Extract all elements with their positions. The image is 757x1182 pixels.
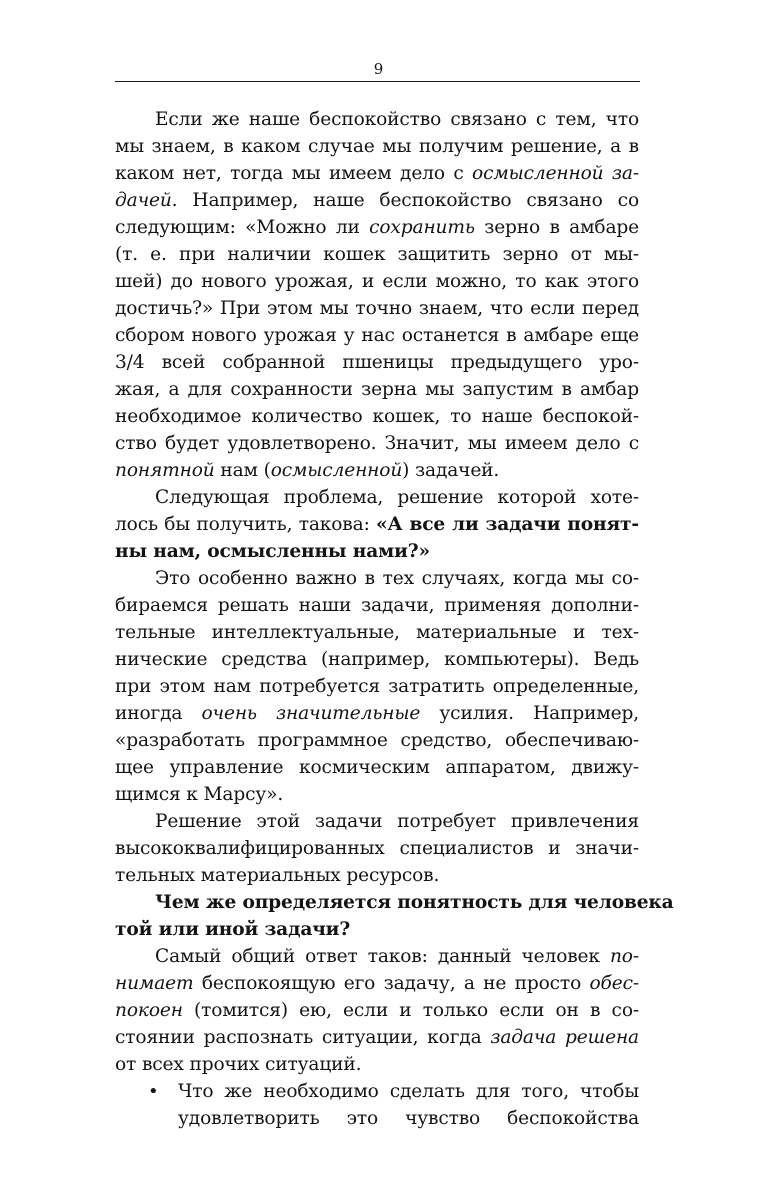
text-line: Чем же определяется понятность для человека [155, 892, 674, 913]
section-heading [115, 889, 674, 943]
text-line: достичь?» При этом мы точно знаем, что если перед [115, 298, 639, 319]
italic-run: задача решена [490, 1027, 639, 1048]
italic-run: дачей [115, 190, 172, 211]
text-run: . Например, наше беспокойство связано со [171, 190, 639, 211]
text-line [115, 943, 639, 970]
text-line: Это особенно важно в тех случаях, когда мы со- [155, 568, 639, 589]
bold-run: «А все ли задачи понят- [376, 514, 639, 535]
text-line [115, 187, 639, 214]
bullet-icon: • [148, 1081, 159, 1102]
text-line [115, 997, 639, 1024]
italic-run: сохранить [369, 217, 475, 238]
text-line: мы знаем, в каком случае мы получим решение, а в [115, 136, 639, 157]
text-line: от всех прочих ситуаций. [115, 1054, 362, 1075]
paragraph-2 [115, 484, 639, 565]
text-line [115, 511, 639, 538]
text-line: бираемся решать наши задачи, применяя дополни- [115, 595, 639, 616]
text-line: той или иной задачи? [115, 919, 351, 940]
text-run: нам ( [214, 460, 271, 481]
italic-run: понятной [115, 460, 215, 481]
text-run: лось бы получить, такова: [115, 514, 377, 535]
text-line [115, 1078, 639, 1105]
text-line [115, 1024, 639, 1051]
text-run: стоянии распознать ситуации, когда [115, 1027, 491, 1048]
text-line: Решение этой задачи потребует привлечения [155, 811, 639, 832]
paragraph-4 [115, 808, 639, 889]
text-line: (т. е. при наличии кошек защитить зерно от мы- [115, 244, 639, 265]
paragraph-3 [115, 565, 639, 808]
text-line [115, 160, 639, 187]
italic-run: по- [609, 946, 639, 967]
text-run: беспокоящую его задачу, а не просто [193, 973, 590, 994]
text-run: усилия. Например, [420, 703, 639, 724]
italic-run: нимает [115, 973, 194, 994]
text-line: Следующая проблема, решение которой хоте- [155, 487, 639, 508]
header-rule [115, 81, 640, 82]
text-line: «разработать программное средство, обеспечиваю- [115, 730, 639, 751]
text-line: при этом нам потребуется затратить определенные, [115, 676, 639, 697]
text-run: (томится) ею, если и только если он в со- [182, 1000, 639, 1021]
text-line: сбором нового урожая у нас останется в амбаре еще [115, 325, 639, 346]
text-run: ) задачей. [402, 460, 500, 481]
text-line: ство будет удовлетворено. Значит, мы имеем дело с [115, 433, 639, 454]
text-line [115, 457, 639, 484]
text-line: ны нам, осмысленны нами?» [115, 541, 430, 562]
text-run: Самый общий ответ таков: данный человек [155, 946, 610, 967]
text-line: шей) до нового урожая, и если можно, то как этого [115, 271, 639, 292]
bullet-item [115, 1078, 639, 1132]
text-line: тельные интеллектуальные, материальные и тех- [115, 622, 639, 643]
text-line: удовлетворить это чувство беспокойства [178, 1108, 639, 1129]
text-line: тельных материальных ресурсов. [115, 865, 440, 886]
italic-run: очень значительные [201, 703, 421, 724]
italic-run: осмысленной [270, 460, 403, 481]
page-number: 9 [373, 60, 384, 78]
text-line: 3/4 всей собранной пшеницы предыдущего уро- [115, 352, 639, 373]
text-line: щимся к Марсу». [115, 784, 284, 805]
body-text [115, 106, 674, 1132]
text-line [115, 214, 639, 241]
italic-run: осмысленной за- [472, 163, 639, 184]
text-line: жая, а для сохранности зерна мы запустим в амбар [115, 379, 639, 400]
text-line: высококвалифицированных специалистов и значи- [115, 838, 639, 859]
text-line: необходимое количество кошек, то наше беспокой- [115, 406, 639, 427]
italic-run: покоен [115, 1000, 183, 1021]
text-line: Если же наше беспокойство связано с тем, что [155, 109, 639, 130]
paragraph-5 [115, 943, 639, 1078]
text-run: иногда [115, 703, 202, 724]
text-run: зерно в амбаре [474, 217, 639, 238]
text-line: нические средства (например, компьютеры). Ведь [115, 649, 639, 670]
text-line [115, 700, 639, 727]
text-line [115, 970, 639, 997]
text-run: Что же необходимо сделать для того, чтобы [178, 1081, 639, 1102]
text-line: щее управление космическим аппаратом, движу- [115, 757, 639, 778]
text-run: каком нет, тогда мы имеем дело с [115, 163, 473, 184]
paragraph-1 [115, 106, 639, 484]
text-run: следующим: «Можно ли [115, 217, 370, 238]
italic-run: обес- [589, 973, 639, 994]
